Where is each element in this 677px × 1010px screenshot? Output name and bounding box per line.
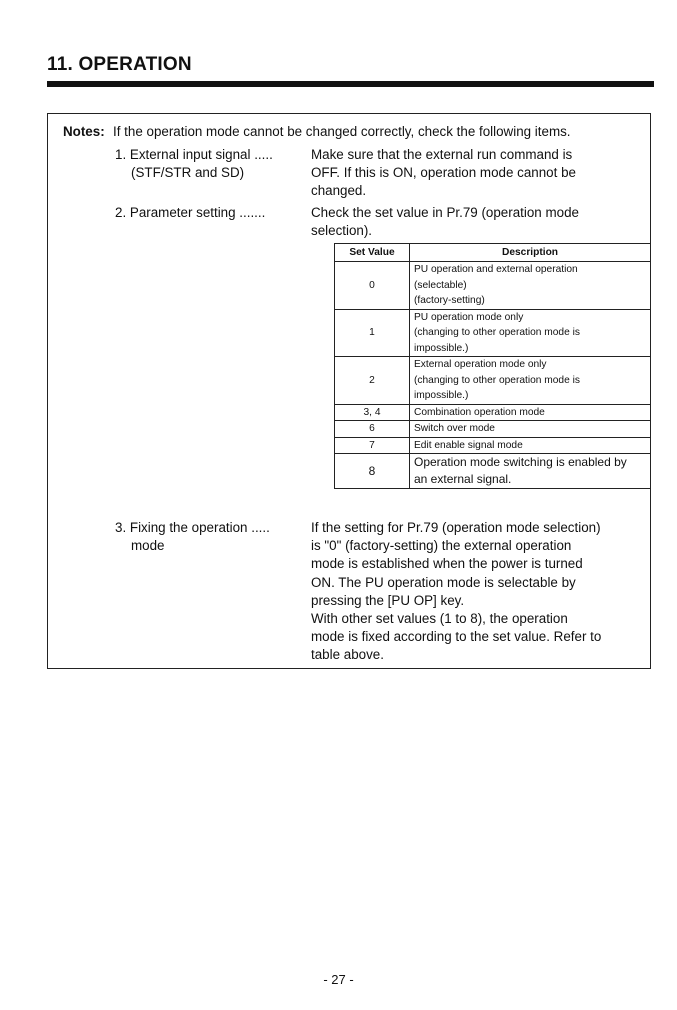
notes-label: Notes: xyxy=(63,124,105,139)
description-line: (changing to other operation mode is xyxy=(414,327,580,338)
item-3-line-7: mode is fixed according to the set value. Refer to xyxy=(311,629,602,644)
item-1-line-1: Make sure that the external run command is xyxy=(311,147,573,162)
set-value-table xyxy=(334,243,651,489)
item-1-line-3: changed. xyxy=(311,183,367,198)
description-cell: Switch over mode xyxy=(410,421,651,438)
description-cell xyxy=(410,262,651,310)
description-line: impossible.) xyxy=(414,342,469,354)
title-rule xyxy=(47,81,654,87)
description-line: (factory-setting) xyxy=(414,295,485,306)
description-cell xyxy=(410,309,651,357)
set-value-cell: 3, 4 xyxy=(335,404,410,421)
description-cell: Edit enable signal mode xyxy=(410,437,651,454)
description-line: Operation mode switching is enabled by xyxy=(414,455,627,469)
description-line: (selectable) xyxy=(414,279,467,291)
table-header-row xyxy=(335,244,651,262)
description-line: impossible.) xyxy=(414,390,469,401)
item-3-line-6: With other set values (1 to 8), the operation xyxy=(311,611,568,626)
item-3-line-4: ON. The PU operation mode is selectable by xyxy=(311,575,576,590)
item-3-line-8: table above. xyxy=(311,647,384,662)
item-3-line-5: pressing the [PU OP] key. xyxy=(311,593,465,608)
item-3-line-1: If the setting for Pr.79 (operation mode selection) xyxy=(311,520,601,535)
item-3-line-3: mode is established when the power is turned xyxy=(311,556,583,571)
item-1-heading-sub: (STF/STR and SD) xyxy=(131,165,245,180)
description-cell xyxy=(410,357,651,405)
item-2-line-2: selection). xyxy=(311,223,373,238)
description-cell xyxy=(410,454,651,489)
table-row xyxy=(335,309,651,357)
header-description: Description xyxy=(410,244,651,262)
table-row xyxy=(335,421,651,438)
set-value-cell: 1 xyxy=(335,309,410,357)
item-3-heading: 3. Fixing the operation ..... xyxy=(115,520,270,535)
description-line: PU operation and external operation xyxy=(414,264,578,275)
section-title: 11. OPERATION xyxy=(47,54,192,75)
set-value-cell: 8 xyxy=(335,454,410,489)
description-line: PU operation mode only xyxy=(414,311,524,323)
table-row xyxy=(335,357,651,405)
description-line: (changing to other operation mode is xyxy=(414,374,580,386)
table-row xyxy=(335,262,651,310)
page-number: - 27 - xyxy=(323,972,354,987)
description-line: an external signal. xyxy=(414,472,512,486)
item-1-heading: 1. External input signal ..... xyxy=(115,147,273,162)
item-2-line-1: Check the set value in Pr.79 (operation mode xyxy=(311,205,579,220)
set-value-cell: 7 xyxy=(335,437,410,454)
set-value-cell: 6 xyxy=(335,421,410,438)
table-row xyxy=(335,454,651,489)
set-value-cell: 2 xyxy=(335,357,410,405)
set-value-cell: 0 xyxy=(335,262,410,310)
item-3-line-2: is "0" (factory-setting) the external operation xyxy=(311,538,572,553)
item-3-heading-sub: mode xyxy=(131,538,165,553)
table-row xyxy=(335,404,651,421)
description-cell: Combination operation mode xyxy=(410,404,651,421)
table-row xyxy=(335,437,651,454)
item-2-heading: 2. Parameter setting ....... xyxy=(115,205,266,220)
notes-intro: If the operation mode cannot be changed correctly, check the following items. xyxy=(113,124,571,139)
header-set-value: Set Value xyxy=(335,244,410,262)
description-line: External operation mode only xyxy=(414,359,547,370)
item-1-line-2: OFF. If this is ON, operation mode cannot be xyxy=(311,165,576,180)
